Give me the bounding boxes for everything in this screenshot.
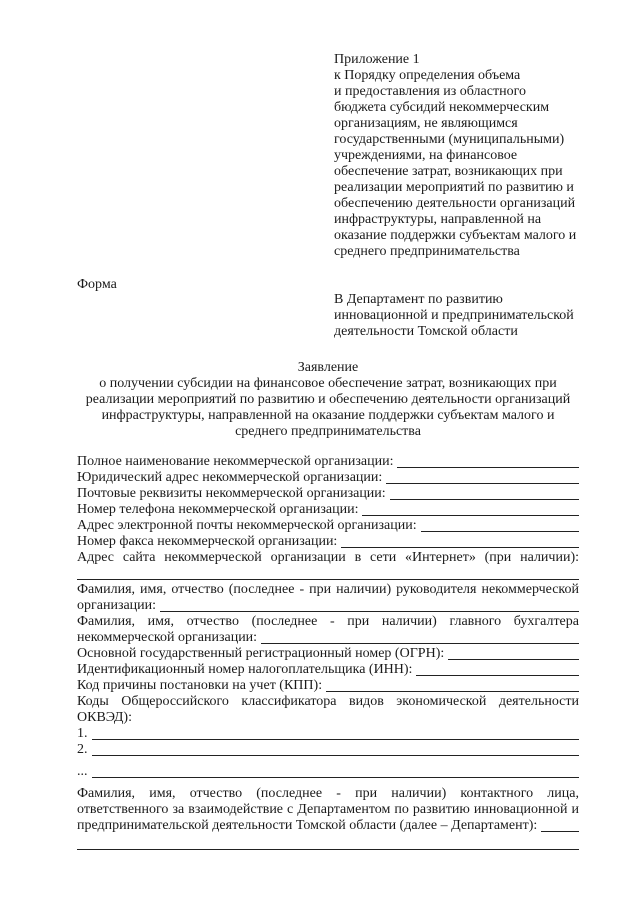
form-label-text: Форма xyxy=(77,277,117,292)
fill-line xyxy=(390,499,579,500)
field-okved-label-end: ОКВЭД): xyxy=(77,710,132,725)
field-label: ... xyxy=(77,764,88,779)
fill-line xyxy=(326,691,579,692)
field-contact xyxy=(77,818,579,834)
annex-line: организациям, не являющимся xyxy=(334,116,518,131)
fill-line xyxy=(362,515,579,516)
title-line: о получении субсидии на финансовое обеспечение затрат, возникающих при xyxy=(99,376,557,391)
fill-line xyxy=(416,675,579,676)
field-label: Идентификационный номер налогоплательщика (ИНН): xyxy=(77,662,413,677)
fill-line xyxy=(92,739,580,740)
fill-line xyxy=(160,611,579,612)
field-accountant-label: Фамилия, имя, отчество (последнее - при наличии) главного бухгалтера xyxy=(77,614,579,629)
field-label: Код причины постановки на учет (КПП): xyxy=(77,678,323,693)
field-label: Полное наименование некоммерческой организации: xyxy=(77,454,394,469)
field-contact-label: ответственного за взаимодействие с Департаментом по развитию инновационной и xyxy=(77,802,579,817)
field-label: Основной государственный регистрационный номер (ОГРН): xyxy=(77,646,445,661)
fill-line xyxy=(261,643,579,644)
field-kpp xyxy=(77,678,579,694)
application-form xyxy=(77,454,579,852)
title-line: реализации мероприятий по развитию и обеспечению деятельности организаций xyxy=(85,392,571,407)
fill-line xyxy=(92,777,580,778)
field-label: 1. xyxy=(77,726,88,741)
field-contact-label: Фамилия, имя, отчество (последнее - при наличии) контактного лица, xyxy=(77,786,579,801)
field-label: 2. xyxy=(77,742,88,757)
fill-line xyxy=(421,531,579,532)
annex-line: учреждениями, на финансовое xyxy=(334,148,518,163)
form-label xyxy=(77,277,197,293)
fill-line xyxy=(541,831,579,832)
field-legal-address xyxy=(77,470,579,486)
addressee-line: В Департамент по развитию xyxy=(334,292,503,307)
annex-line: бюджета субсидий некоммерческим xyxy=(334,100,550,115)
title-heading: Заявление xyxy=(297,360,359,375)
annex-block xyxy=(334,52,624,260)
field-ogrn xyxy=(77,646,579,662)
field-label: Адрес электронной почты некоммерческой организации: xyxy=(77,518,417,533)
addressee-line: деятельности Томской области xyxy=(334,324,518,339)
fill-line xyxy=(448,659,579,660)
field-postal-details xyxy=(77,486,579,502)
application-title xyxy=(77,360,579,440)
fill-line xyxy=(341,547,579,548)
field-okved-item xyxy=(77,764,579,780)
annex-line: к Порядку определения объема xyxy=(334,68,521,83)
annex-line: государственными (муниципальными) xyxy=(334,132,565,147)
field-inn xyxy=(77,662,579,678)
field-fax xyxy=(77,534,579,550)
annex-line: среднего предпринимательства xyxy=(334,244,520,259)
field-accountant xyxy=(77,630,579,646)
fill-line xyxy=(386,483,579,484)
field-okved-label: Коды Общероссийского классификатора видов экономической деятельности xyxy=(77,694,579,709)
fill-line xyxy=(92,755,580,756)
field-head xyxy=(77,598,579,614)
title-line: инфраструктуры, направленной на оказание поддержки субъектам малого и xyxy=(101,408,555,423)
field-label: некоммерческой организации: xyxy=(77,630,258,645)
field-contact-line xyxy=(77,836,579,852)
field-phone xyxy=(77,502,579,518)
field-okved-item xyxy=(77,726,579,742)
field-label: Юридический адрес некоммерческой организации: xyxy=(77,470,383,485)
field-website-line xyxy=(77,566,579,582)
annex-line: обеспечению деятельности организаций xyxy=(334,196,576,211)
field-head-label: Фамилия, имя, отчество (последнее - при наличии) руководителя некоммерческой xyxy=(77,582,579,597)
annex-line: обеспечение затрат, возникающих при xyxy=(334,164,563,179)
field-label: Номер телефона некоммерческой организации: xyxy=(77,502,359,517)
field-label: Номер факса некоммерческой организации: xyxy=(77,534,338,549)
field-full-name xyxy=(77,454,579,470)
fill-line xyxy=(397,467,579,468)
annex-line: и предоставления из областного xyxy=(334,84,526,99)
field-okved-item xyxy=(77,742,579,758)
annex-line: реализации мероприятий по развитию и xyxy=(334,180,574,195)
field-label: предпринимательской деятельности Томской области (далее – Департамент): xyxy=(77,818,538,833)
field-website-label: Адрес сайта некоммерческой организации в сети «Интернет» (при наличии): xyxy=(77,550,579,565)
field-label: Почтовые реквизиты некоммерческой организации: xyxy=(77,486,386,501)
field-email xyxy=(77,518,579,534)
annex-line: Приложение 1 xyxy=(334,52,420,67)
addressee-line: инновационной и предпринимательской xyxy=(334,308,574,323)
title-line: среднего предпринимательства xyxy=(235,424,421,439)
annex-line: инфраструктуры, направленной на xyxy=(334,212,542,227)
fill-line xyxy=(77,849,579,850)
field-label: организации: xyxy=(77,598,157,613)
addressee-block xyxy=(334,292,624,340)
fill-line xyxy=(77,579,579,580)
annex-line: оказание поддержки субъектам малого и xyxy=(334,228,577,243)
